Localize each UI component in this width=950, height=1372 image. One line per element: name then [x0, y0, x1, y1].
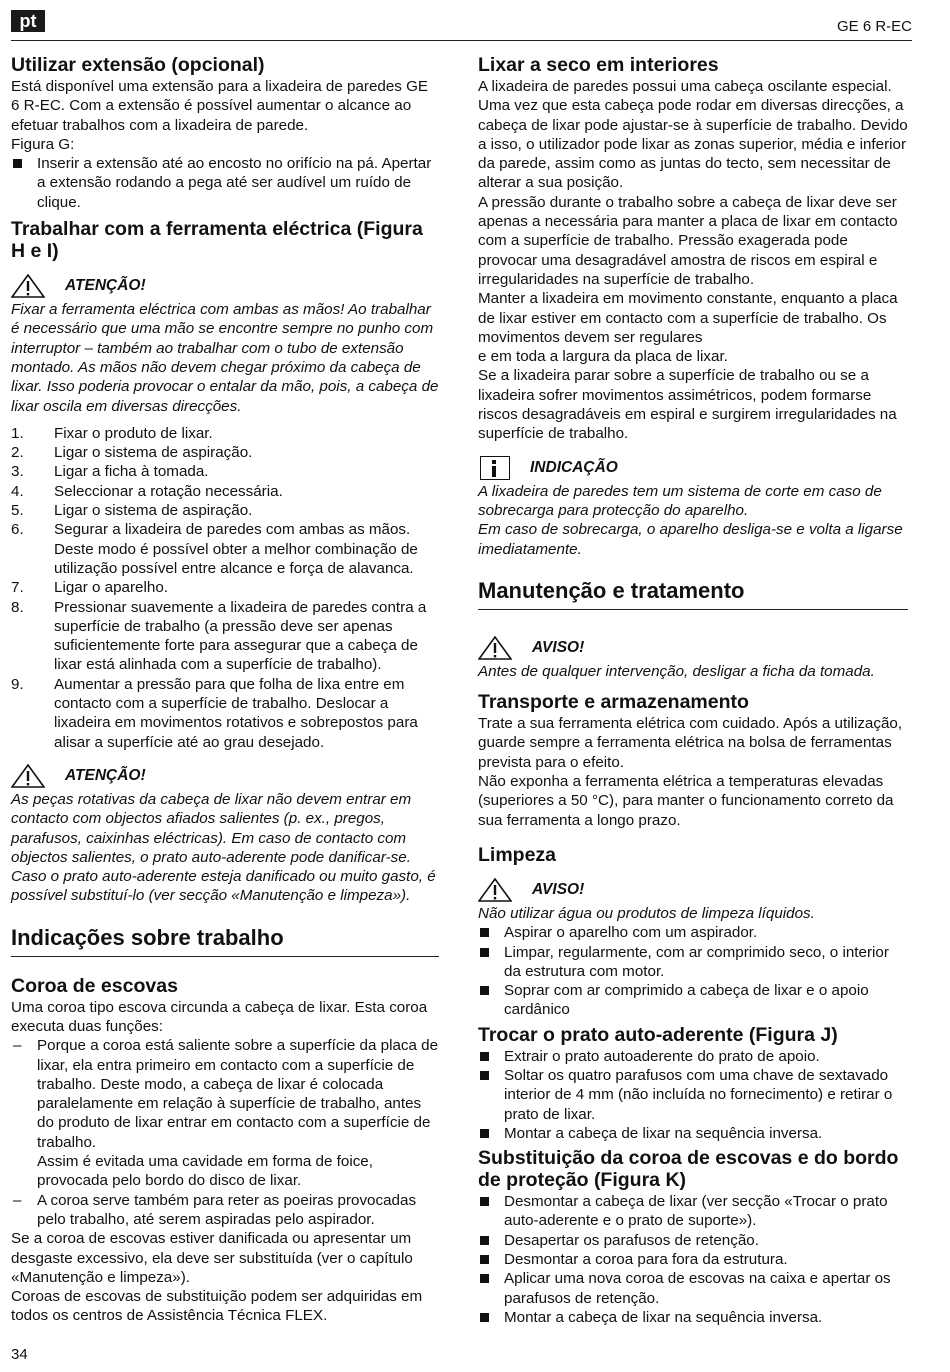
info-label: INDICAÇÃO — [530, 458, 618, 476]
section-title-extension: Utilizar extensão (opcional) — [11, 54, 265, 76]
list-item: 8. Pressionar suavemente a lixadeira de paredes contra a superfície de trabalho (a pressão deve ser apenas suficientemente forte para assegurar que a cabeça de lixar está alinhada com a superfície de trabalho). — [11, 598, 427, 674]
warning-text: Caso o prato auto-aderente esteja danificado ou muito gasto, é possível substituí-lo (ver secção «Manutenção e limpeza»). — [11, 868, 436, 905]
warning-text: Não utilizar água ou produtos de limpeza líquidos. — [478, 904, 815, 922]
warning-notice — [478, 878, 908, 902]
list-item: 5. Ligar o sistema de aspiração. — [11, 502, 253, 520]
paragraph: Não exponha a ferramenta elétrica a temperaturas elevadas (superiores a 50 °C), para manter o funcionamento correto da sua ferramenta a longo prazo. — [478, 773, 894, 829]
chapter-title-work-notes: Indicações sobre trabalho — [11, 924, 439, 957]
chapter-title-maintenance: Manutenção e tratamento — [478, 577, 908, 610]
header-divider — [11, 40, 912, 41]
section-title-brush-replace: Substituição da coroa de escovas e do bordo de proteção (Figura K) — [478, 1147, 899, 1192]
language-badge: pt — [11, 10, 45, 32]
list-item: 4. Seleccionar a rotação necessária. — [11, 482, 283, 500]
warning-label: AVISO! — [532, 639, 585, 657]
list-item: Soprar com ar comprimido a cabeça de lixar e o apoio cardânico — [478, 981, 908, 1020]
list-item: Soltar os quatro parafusos com uma chave de sextavado interior de 4 mm (não incluída no fornecimento) e retirar o prato de lixar. — [478, 1066, 908, 1124]
list-item: Montar a cabeça de lixar na sequência inversa. — [478, 1308, 908, 1327]
paragraph: Uma coroa tipo escova circunda a cabeça de lixar. Esta coroa executa duas funções: — [11, 998, 428, 1035]
bullet-list — [478, 1047, 908, 1143]
section-title-dry-sanding: Lixar a seco em interiores — [478, 54, 719, 76]
list-item: – A coroa serve também para reter as poeiras provocadas pelo trabalho, até serem aspiradas pelo aspirador. — [11, 1191, 439, 1230]
paragraph: Manter a lixadeira em movimento constante, enquanto a placa de lixar estiver em contacto com a superfície de trabalho. Os movimentos devem ser regulares — [478, 290, 898, 346]
bullet-list — [478, 1192, 908, 1327]
left-column — [11, 52, 439, 1326]
list-item: Desmontar a cabeça de lixar (ver secção «Trocar o prato auto-aderente e o prato de suporte»). — [478, 1192, 908, 1231]
paragraph: e em toda a largura da placa de lixar. — [478, 348, 728, 366]
list-item: Desmontar a coroa para fora da estrutura. — [478, 1250, 908, 1269]
warning-label: ATENÇÃO! — [65, 277, 146, 295]
paragraph: Se a coroa de escovas estiver danificada ou apresentar um desgaste excessivo, ela deve ser substituída (ver o capítulo «Manutenção e limpeza»). — [11, 1230, 413, 1286]
info-text: A lixadeira de paredes tem um sistema de corte em caso de sobrecarga para protecção do aparelho. — [478, 482, 882, 519]
warning-text: Fixar a ferramenta eléctrica com ambas as mãos! Ao trabalhar é necessário que uma mão se encontre sempre no punho com interruptor – também ao trabalhar com o tubo de extensão montado. As mãos não devem chegar próximo da cabeça de lixar. Isso poderia provocar o entalar da mão, pois, a cabeça de lixar oscila em diversas direcções. — [11, 301, 439, 415]
section-title-cleaning: Limpeza — [478, 843, 557, 866]
list-item: Aspirar o aparelho com um aspirador. — [478, 923, 908, 942]
bullet-list — [11, 154, 439, 212]
list-item: Inserir a extensão até ao encosto no orifício na pá. Apertar a extensão rodando a pega até ser audível um ruído de clique. — [11, 154, 439, 212]
info-notice — [478, 456, 908, 480]
section-title-brush-ring: Coroa de escovas — [11, 974, 178, 997]
paragraph: Coroas de escovas de substituição podem ser adquiridas em todos os centros de Assistência Técnica FLEX. — [11, 1288, 423, 1325]
warning-label: ATENÇÃO! — [65, 767, 146, 785]
figure-ref: Figura G: — [11, 135, 75, 153]
paragraph: Se a lixadeira parar sobre a superfície de trabalho ou se a lixadeira sofrer movimentos assimétricos, podem formarse riscos desagradáveis em espiral e surgirem irregularidades na superfície de trabalho. — [478, 367, 897, 443]
paragraph: A lixadeira de paredes possui uma cabeça oscilante especial. Uma vez que esta cabeça pode rodar em diversas direcções, a cabeça de lixar pode ajustar-se à superfície de trabalho. Devido a isso, o utilizador pode lixar as zonas superior, média e inferior da parede, assim como as juntas do tecto, sem necessitar de alterar a sua posição. — [478, 78, 908, 192]
warning-notice — [11, 274, 439, 298]
section-title-working: Trabalhar com a ferramenta eléctrica (Figura H e I) — [11, 218, 423, 263]
model-name: GE 6 R-EC — [836, 18, 912, 35]
dash-list — [11, 1036, 439, 1229]
list-item: Montar a cabeça de lixar na sequência inversa. — [478, 1124, 908, 1143]
info-icon — [480, 456, 510, 480]
list-item: 1. Fixar o produto de lixar. — [11, 424, 213, 442]
warning-triangle-icon — [11, 764, 45, 788]
warning-triangle-icon — [478, 878, 512, 902]
section-title-pad-replace: Trocar o prato auto-aderente (Figura J) — [478, 1023, 838, 1046]
paragraph: Trate a sua ferramenta elétrica com cuidado. Após a utilização, guarde sempre a ferramenta elétrica na bolsa de ferramentas prevista para o efeito. — [478, 715, 903, 771]
warning-notice — [478, 636, 908, 660]
list-item: Aplicar uma nova coroa de escovas na caixa e apertar os parafusos de retenção. — [478, 1269, 908, 1308]
section-title-transport: Transporte e armazenamento — [478, 691, 749, 714]
list-item: Limpar, regularmente, com ar comprimido seco, o interior da estrutura com motor. — [478, 943, 908, 982]
bullet-list — [478, 923, 908, 1019]
steps-list — [11, 424, 439, 752]
paragraph: A pressão durante o trabalho sobre a cabeça de lixar deve ser apenas a necessária para manter a placa de lixar em contacto com a superfície de trabalho. Pressão exagerada pode provocar uma desagradável amostra de riscos em espiral e irregularidades na superfície de trabalho. — [478, 193, 898, 288]
warning-triangle-icon — [11, 274, 45, 298]
page-number: 34 — [11, 1346, 28, 1363]
list-item: 3. Ligar a ficha à tomada. — [11, 463, 209, 481]
list-item: Desapertar os parafusos de retenção. — [478, 1231, 908, 1250]
warning-label: AVISO! — [532, 881, 585, 899]
paragraph: Está disponível uma extensão para a lixadeira de paredes GE 6 R-EC. Com a extensão é possível aumentar o alcance ao efetuar trabalhos com a lixadeira de parede. — [11, 78, 429, 134]
list-item: – Porque a coroa está saliente sobre a superfície da placa de lixar, ela entra primeiro em contacto com a superfície de trabalho. Deste modo, a cabeça de lixar é colocada paralelamente em relação à superfície de trabalho, antes do produto de lixar entrar em contacto com a superfície de trabalho. Assim é evitada uma cavidade em forma de foice, provocada pelo bordo do disco de lixar. — [11, 1036, 439, 1190]
warning-notice — [11, 764, 439, 788]
list-item: 9. Aumentar a pressão para que folha de lixa entre em contacto com a superfície de trabalho. Deslocar a lixadeira em movimentos rotativos e sobrepostos para alisar a superfície até ao grau desejado. — [11, 675, 418, 751]
right-column — [478, 52, 908, 1327]
info-text: Em caso de sobrecarga, o aparelho desliga-se e volta a ligarse imediatamente. — [478, 521, 903, 558]
list-item: 2. Ligar o sistema de aspiração. — [11, 444, 253, 462]
warning-triangle-icon — [478, 636, 512, 660]
warning-text: Antes de qualquer intervenção, desligar a ficha da tomada. — [478, 662, 875, 680]
list-item: 6. Segurar a lixadeira de paredes com ambas as mãos. Deste modo é possível obter a melhor combinação de utilização possível entre alcance e força de alavanca. — [11, 521, 418, 577]
list-item: 7. Ligar o aparelho. — [11, 579, 168, 597]
warning-text: As peças rotativas da cabeça de lixar não devem entrar em contacto com objectos afiados salientes (p. ex., pregos, parafusos, caixinhas eléctricas). Em caso de contacto com objectos salientes, o prato auto-aderente pode danificar-se. — [11, 790, 412, 866]
list-item: Extrair o prato autoaderente do prato de apoio. — [478, 1047, 908, 1066]
